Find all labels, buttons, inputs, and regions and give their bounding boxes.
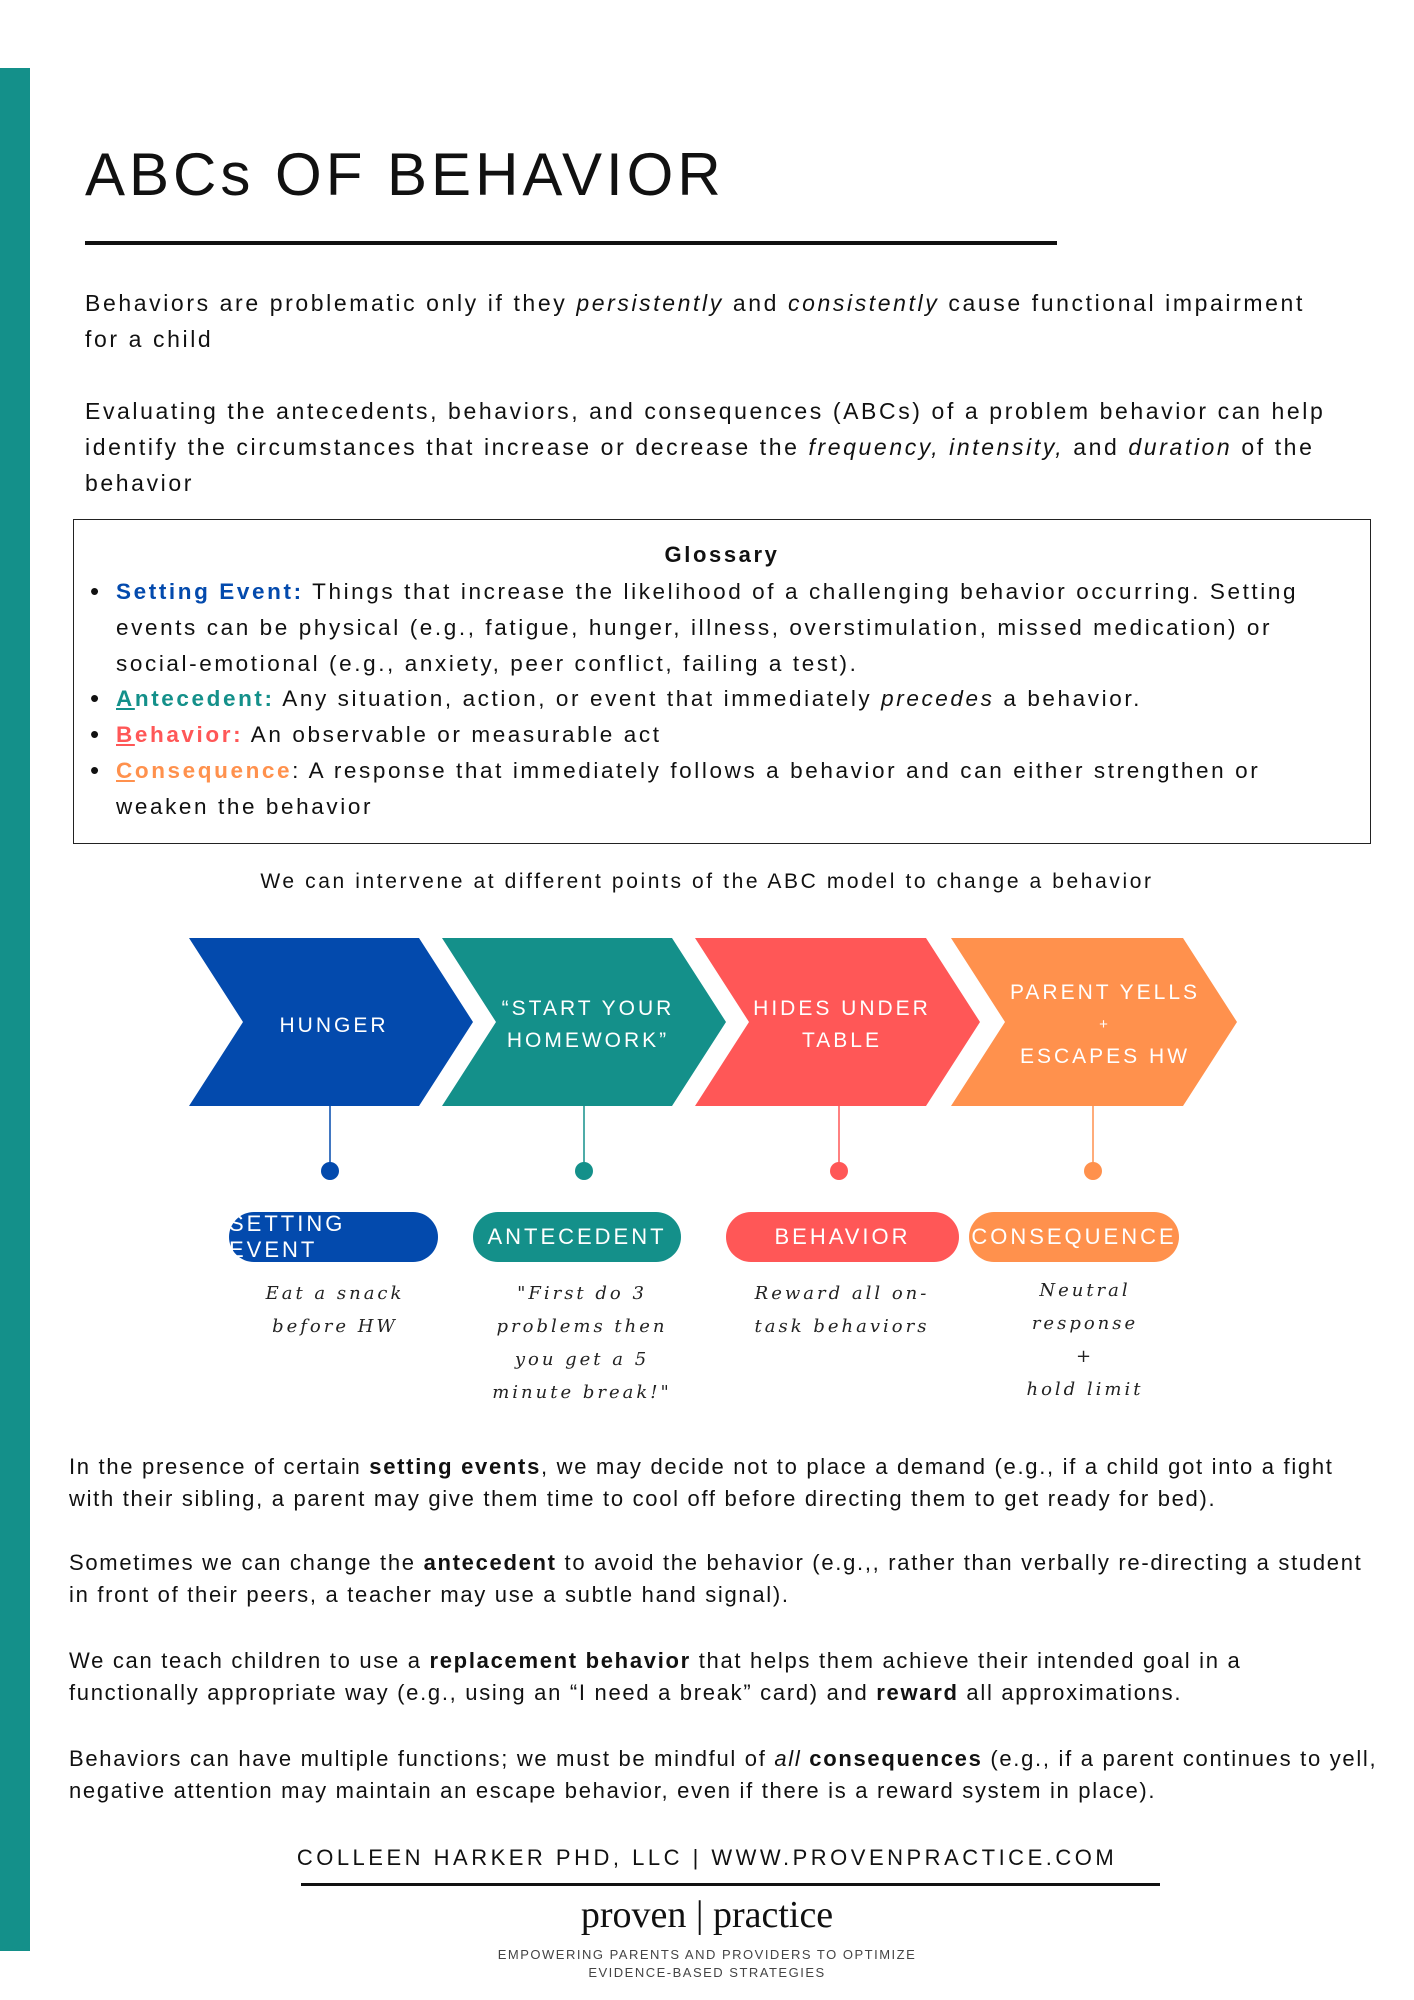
text: that helps them achieve their intended goal in a functionally appropriate way (e.g., using an “I need a break” card) and	[69, 1648, 1242, 1705]
bold-term: setting events	[369, 1454, 542, 1479]
footer-divider	[301, 1883, 1160, 1886]
term-initial: S	[116, 579, 134, 604]
bold-term: consequences	[809, 1746, 983, 1771]
text: Behaviors can have multiple functions; we must be mindful of	[69, 1746, 775, 1771]
pill-setting-event: SETTING EVENT	[229, 1212, 438, 1262]
line: EMPOWERING PARENTS AND PROVIDERS TO OPTIMIZE	[497, 1947, 917, 1962]
term-rest: ntecedent:	[134, 686, 275, 712]
definition: A response that immediately follows a behavior and can either strengthen or weaken the behavior	[116, 757, 1261, 819]
body-paragraph-antecedent	[69, 1547, 1379, 1611]
line: "First do 3	[517, 1283, 647, 1304]
intervention-consequence	[985, 1274, 1185, 1406]
line: TABLE	[802, 1029, 882, 1052]
definition: An observable or measurable act	[243, 722, 662, 748]
definition: Any situation, action, or event that immediately	[274, 686, 882, 712]
term-initial: B	[116, 722, 135, 748]
chevron-label	[742, 993, 942, 1057]
line: PARENT YELLS	[1009, 981, 1201, 1004]
definition: Things that increase the likelihood of a challenging behavior occurring. Setting events can be physical (e.g., fatigue, hunger, illness, overstimulation, missed medication) or social-emotional (e.g., anxiety, peer conflict, failing a test).	[116, 579, 1299, 676]
glossary-title: Glossary	[664, 542, 780, 567]
chevron-label	[995, 977, 1215, 1073]
intervention-behavior	[742, 1277, 942, 1343]
line: you get a 5	[514, 1349, 650, 1370]
intervention-setting-event	[235, 1277, 435, 1343]
text: In the presence of certain	[69, 1454, 370, 1479]
intervention-antecedent	[482, 1277, 682, 1409]
bold-term: replacement behavior	[429, 1648, 691, 1673]
line: EVIDENCE-BASED STRATEGIES	[588, 1965, 826, 1980]
line: “START YOUR	[501, 997, 675, 1020]
pill-consequence: CONSEQUENCE	[969, 1212, 1179, 1262]
emphasis: all	[774, 1746, 802, 1771]
body-paragraph-replacement	[69, 1645, 1379, 1709]
text: of the behavior	[85, 434, 1315, 496]
brand-tagline	[0, 1946, 1414, 1982]
text: Behaviors are problematic only if they	[85, 290, 577, 316]
line: +	[1099, 1016, 1111, 1033]
text: cause functional impairment for a child	[85, 290, 1305, 352]
chevron-label: HUNGER	[279, 1014, 389, 1037]
page-title: ABCs OF BEHAVIOR	[85, 141, 725, 208]
line: HIDES UNDER	[753, 997, 931, 1020]
term-rest: ehavior:	[134, 722, 244, 748]
text: all approximations.	[958, 1680, 1183, 1705]
intervene-caption: We can intervene at different points of the ABC model to change a behavior	[260, 870, 1154, 893]
text: (e.g., if a parent continues to yell, negative attention may maintain an escape behavior, even if there is a reward system in place).	[69, 1746, 1378, 1803]
bold-term: reward	[876, 1680, 959, 1705]
connector-dot	[1084, 1162, 1102, 1180]
text: and	[723, 290, 788, 316]
definition: a behavior.	[994, 686, 1143, 712]
line: Reward all on-	[754, 1283, 930, 1304]
body-paragraph-setting-events	[69, 1451, 1379, 1515]
brand-logo: proven | practice	[580, 1894, 834, 1936]
line: Neutral	[1039, 1280, 1131, 1301]
text: We can teach children to use a	[69, 1648, 430, 1673]
text: to avoid the behavior (e.g.,, rather than verbally re-directing a student in front of their peers, a teacher may use a subtle hand signal).	[69, 1550, 1363, 1607]
emphasis: frequency, intensity,	[808, 434, 1065, 460]
text: , we may decide not to place a demand (e.g., if a child got into a fight with their sibling, a parent may give them time to cool off before directing them to get ready for bed).	[69, 1454, 1334, 1511]
line: hold limit	[1026, 1379, 1144, 1400]
text: and	[1064, 434, 1129, 460]
emphasis: persistently	[576, 290, 724, 316]
pill-antecedent: ANTECEDENT	[473, 1212, 681, 1262]
connector-dot	[321, 1162, 339, 1180]
emphasis: duration	[1128, 434, 1233, 460]
line: response	[1031, 1313, 1139, 1334]
line: problems then	[496, 1316, 668, 1337]
footer-credit: COLLEEN HARKER PHD, LLC | WWW.PROVENPRACTICE.COM	[296, 1845, 1118, 1870]
connector-dot	[575, 1162, 593, 1180]
line: Eat a snack	[265, 1283, 405, 1304]
emphasis: consistently	[788, 290, 940, 316]
term-initial: A	[116, 686, 135, 712]
line: minute break!"	[492, 1382, 672, 1403]
chevron-label	[488, 993, 688, 1057]
text: Evaluating the antecedents, behaviors, and consequences (ABCs) of a problem behavior can help identify the circumstances that increase or decrease the	[85, 398, 1326, 460]
connector-dot	[830, 1162, 848, 1180]
line: task behaviors	[754, 1316, 930, 1337]
term-rest: onsequence	[134, 757, 293, 783]
bold-term: antecedent	[423, 1550, 557, 1575]
line: +	[1075, 1346, 1095, 1367]
term-initial: C	[116, 757, 135, 783]
colon: :	[292, 757, 302, 783]
pill-behavior: BEHAVIOR	[726, 1212, 959, 1262]
line: before HW	[272, 1316, 398, 1337]
term-rest: etting Event:	[133, 579, 304, 604]
text: Sometimes we can change the	[69, 1550, 424, 1575]
line: ESCAPES HW	[1019, 1045, 1191, 1068]
body-paragraph-consequences	[69, 1743, 1379, 1807]
line: HOMEWORK”	[506, 1029, 670, 1052]
emphasis: precedes	[881, 686, 995, 712]
